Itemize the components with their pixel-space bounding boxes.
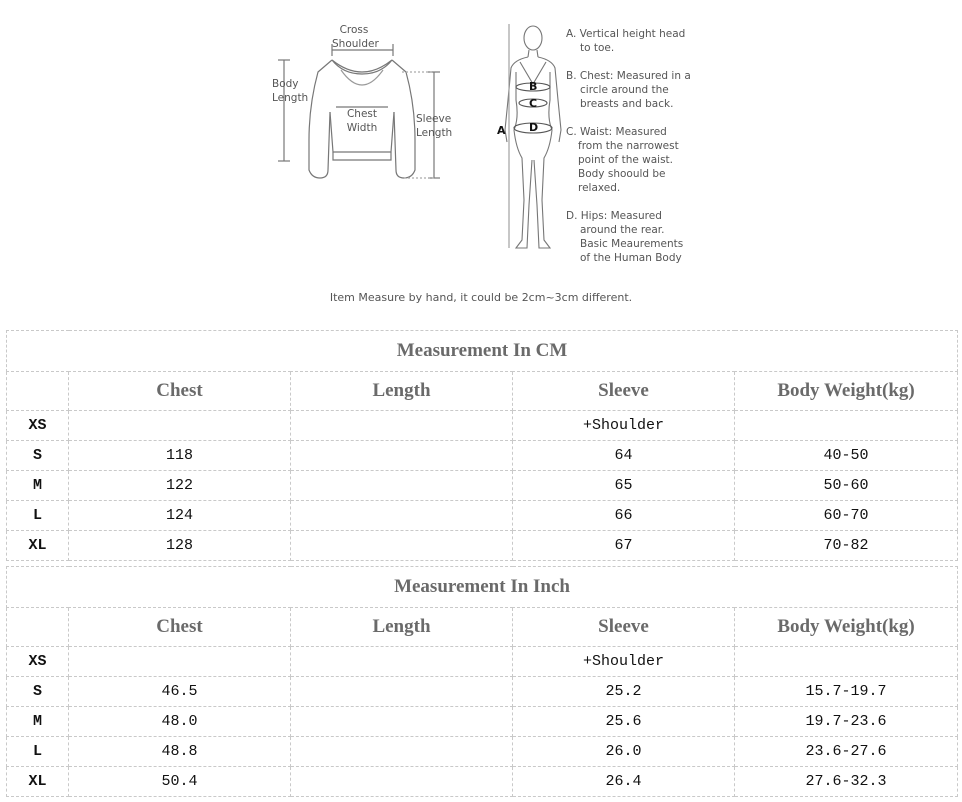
sleeve-cell: 26.0	[513, 737, 735, 767]
body-length-label: Body Length	[272, 78, 309, 104]
table-title: Measurement In CM	[7, 331, 958, 372]
weight-cell	[735, 647, 958, 677]
weight-cell: 40-50	[735, 441, 958, 471]
marker-c: C	[529, 97, 538, 110]
table-header-row	[7, 372, 958, 411]
sleeve-cell: 25.2	[513, 677, 735, 707]
measurement-note: Item Measure by hand, it could be 2cm~3cm different.	[329, 291, 633, 304]
sleeve-cell: +Shoulder	[513, 647, 735, 677]
table-row	[7, 441, 958, 471]
size-cell: M	[7, 707, 69, 737]
cross-shoulder-label: Cross Shoulder	[332, 24, 379, 50]
marker-a: A	[497, 124, 506, 137]
size-cell: L	[7, 737, 69, 767]
size-table-inch	[6, 566, 958, 797]
header-chest: Chest	[69, 608, 291, 647]
header-cell	[7, 608, 69, 647]
length-cell	[291, 737, 513, 767]
table-header-row	[7, 608, 958, 647]
header-sleeve: Sleeve	[513, 372, 735, 411]
sleeve-cell: 66	[513, 501, 735, 531]
weight-cell: 60-70	[735, 501, 958, 531]
length-cell	[291, 647, 513, 677]
human-body-figure	[505, 24, 561, 248]
size-cell: XL	[7, 531, 69, 561]
header-length: Length	[291, 372, 513, 411]
table-row	[7, 677, 958, 707]
size-cell: L	[7, 501, 69, 531]
weight-cell: 70-82	[735, 531, 958, 561]
chest-cell: 128	[69, 531, 291, 561]
table-row	[7, 707, 958, 737]
chest-cell: 50.4	[69, 767, 291, 797]
length-cell	[291, 707, 513, 737]
weight-cell: 19.7-23.6	[735, 707, 958, 737]
table-row	[7, 647, 958, 677]
table-row	[7, 501, 958, 531]
table-row	[7, 767, 958, 797]
marker-b: B	[529, 80, 538, 93]
length-cell	[291, 471, 513, 501]
sleeve-length-label: Sleeve Length	[416, 113, 453, 139]
note-b: B. Chest: Measured in a circle around the breasts and back.	[566, 70, 691, 110]
length-cell	[291, 411, 513, 441]
sweater-right-sleeve	[392, 60, 415, 178]
header-body-weight: Body Weight(kg)	[735, 608, 958, 647]
measurement-illustration	[0, 0, 962, 320]
length-cell	[291, 767, 513, 797]
sleeve-cell: 25.6	[513, 707, 735, 737]
size-cell: XS	[7, 647, 69, 677]
weight-cell: 50-60	[735, 471, 958, 501]
table-row	[7, 737, 958, 767]
length-cell	[291, 501, 513, 531]
length-cell	[291, 531, 513, 561]
size-cell: S	[7, 441, 69, 471]
note-d: D. Hips: Measured around the rear. Basic Meaurements of the Human Body	[566, 210, 684, 264]
sleeve-cell: +Shoulder	[513, 411, 735, 441]
header-chest: Chest	[69, 372, 291, 411]
length-cell	[291, 441, 513, 471]
table-row	[7, 471, 958, 501]
chest-cell: 124	[69, 501, 291, 531]
sleeve-cell: 67	[513, 531, 735, 561]
size-cell: XS	[7, 411, 69, 441]
table-title: Measurement In Inch	[7, 567, 958, 608]
weight-cell: 15.7-19.7	[735, 677, 958, 707]
measurement-diagram	[0, 0, 962, 320]
note-a: A. Vertical height head to toe.	[566, 28, 686, 54]
chest-cell: 118	[69, 441, 291, 471]
weight-cell: 27.6-32.3	[735, 767, 958, 797]
size-cell: S	[7, 677, 69, 707]
header-length: Length	[291, 608, 513, 647]
chest-cell: 48.0	[69, 707, 291, 737]
header-cell	[7, 372, 69, 411]
chest-cell	[69, 411, 291, 441]
header-body-weight: Body Weight(kg)	[735, 372, 958, 411]
size-table-cm	[6, 330, 958, 561]
table-row	[7, 531, 958, 561]
marker-d: D	[529, 121, 539, 134]
chest-width-label: Chest Width	[346, 108, 378, 134]
note-c: C. Waist: Measured from the narrowest point of the waist. Body shoould be relaxed.	[566, 126, 679, 194]
size-cell: XL	[7, 767, 69, 797]
sleeve-cell: 65	[513, 471, 735, 501]
size-cell: M	[7, 471, 69, 501]
weight-cell: 23.6-27.6	[735, 737, 958, 767]
length-cell	[291, 677, 513, 707]
sleeve-cell: 64	[513, 441, 735, 471]
header-sleeve: Sleeve	[513, 608, 735, 647]
table-row	[7, 411, 958, 441]
chest-cell: 48.8	[69, 737, 291, 767]
chest-cell: 46.5	[69, 677, 291, 707]
chest-cell: 122	[69, 471, 291, 501]
chest-cell	[69, 647, 291, 677]
sleeve-cell: 26.4	[513, 767, 735, 797]
sweater-left-sleeve	[309, 60, 332, 178]
weight-cell	[735, 411, 958, 441]
